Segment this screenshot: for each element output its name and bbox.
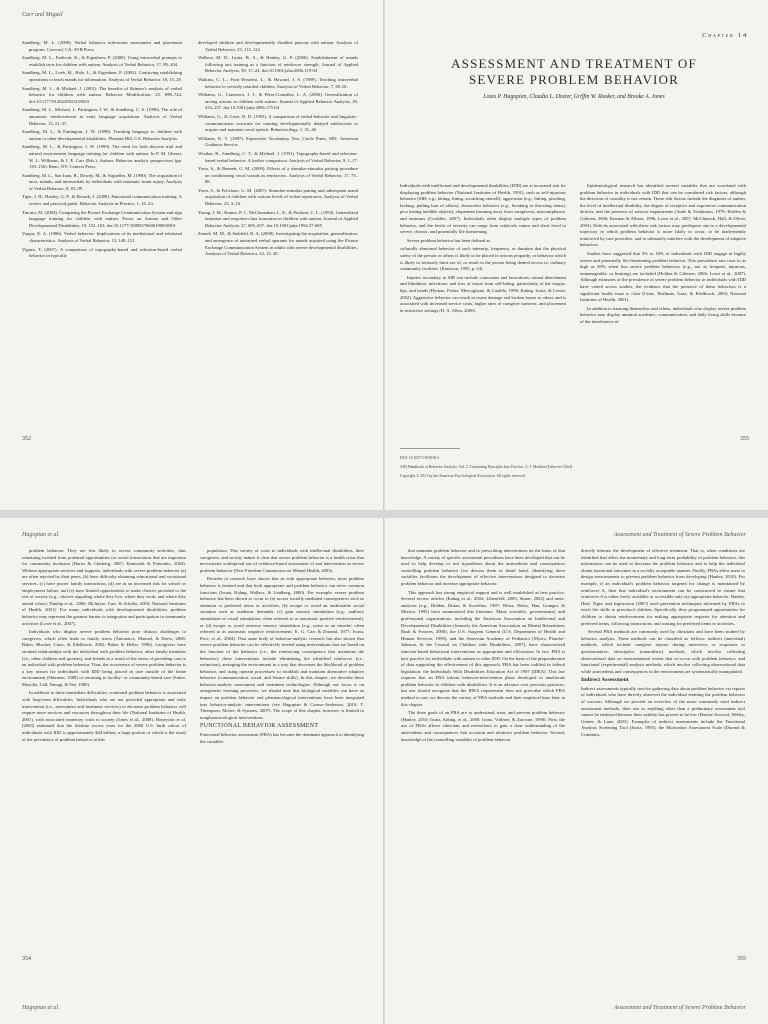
reference-entry: Vignes, T. (2007). A comparison of topography-based and selection-based verbal behavior in typically xyxy=(22,246,182,259)
reference-entry: Vargas, E. A. (1986). Verbal behavior: Implications of its mediational and relational characteristics. Analysis of Verbal Behavior, 15, 149–151. xyxy=(22,231,182,244)
reference-entry: Watkins, C. L., Pack-Teixteira, L., & Howard, J. S. (1989). Teaching intraverbal behavior to severely retarded children. Analysis of Verbal Behavior, 7, 69–81. xyxy=(198,76,358,89)
body-column-2 xyxy=(200,548,364,747)
footnote-rule xyxy=(400,448,460,449)
paragraph: Injuries secondary to SIB can include contusions and lacerations; retinal detachment and blindness; infections; and loss of tissue from self-biting, particularly of the tongue, lips, and hands (Hyman, Fisher, Mercugliano, & Cataldo, 1990; Kahng, Iwata, & Lewin, 2002). Aggressive behavior can result in tissue damage and broken bones to others and is associated with increased service costs, higher rates of caregiver turnover, and placement in restrictive settings (D. A. Allen, 2000). xyxy=(400,274,566,313)
paragraph: Indirect assessments typically involve gathering data about problem behavior via reports of individuals who have directly observed the individual emitting the problem behavior of concern. Although we provide an overview of the more commonly used indirect assessment methods, their use as anything other than a preliminary assessment tool cannot be endorsed because their validity has proven to be low (Barton-Arwood, Wehby, Gunter, & Lane, 2003). Examples of indirect assessments include the Functional Analysis Screening Tool (Iwata, 1995), the Motivation Assessment Scale (Durand & Crimmins, xyxy=(581,685,745,738)
running-head: Assessment and Treatment of Severe Problem Behavior xyxy=(613,532,746,538)
paragraph: The three goals of an FBA are to understand, treat, and prevent problem behavior (Hanley, 2010; Iwata, Kahng, et al., 2000; Iwata, Vollmer, & Zarcone, 1990). First, the use of FBAs allows clinicians and researchers to gain a clear understanding of the antecedents and consequences that occasion and reinforce problem behavior. Second, knowledge of the controlling variables of problem behavior xyxy=(401,710,565,742)
subsection-heading: Indirect Assessment xyxy=(581,677,629,684)
body-column-1 xyxy=(401,548,565,745)
paragraph: In addition to these immediate difficulties, continued problem behavior is associated with long-term difficulties. Individuals who are not provided appropriate and early intervention (i.e., assessment and treatment services) to decrease problem behavior will require more services and resources throughout their life (National Institutes of Health, 2001), with associated monetary costs to society (Jones et al., 2008). Honeycutt et al. (2003) estimated that the lifetime excess costs for the 2000 U.S. birth cohort of individuals with IDD is approximately $44 billion, a large portion of which is the result of the prevalence of problem behavior in this xyxy=(22,690,186,742)
paragraph: Individuals who display severe problem behavior pose distinct challenges to caregivers, which often leads to family stress (Antonacci, Manuel, & Davis, 2008; Baker, Blacher, Crnic, & Edelbrock, 2002; Baker & Heller, 1996). Caregivers have strained relationships with the individual with problem behavior, other family members (i.e., other children and spouses), and friends as a result of the stress of providing care to an individual with problem behavior. Thus, the occurrence of severe problem behavior is a key reason for individuals with IDD being placed in care outside of the home environment (Sherman, 1988) or returning to facility- or community-based care (Sutter, Mayolla, Call, Yanagi, & Yee, 1980). xyxy=(22,629,186,687)
reference-entry: Tiger, J. H., Hanley, G. P., & Bruzek, J. (2008). Functional communication training: A review and practical guide. Behavior Analysis in Practice, 1, 16–23. xyxy=(22,194,182,207)
footnote-line: Copyright © 2013 by the American Psychological Association. All rights reserved. xyxy=(400,473,526,478)
reference-entry: Williams, G., & Greer, R. D. (1993). A comparison of verbal-behavior and linguistic-communication curricula for training developmentally delayed adolescents to acquire and maintain vocal speech. Behaviorology, 1, 31–46. xyxy=(198,113,358,133)
page-number: 354 xyxy=(22,956,31,962)
paragraph: problem behavior. They are less likely to access community activities, thus remaining isolated from potential opportunities for social interactions that are important for community inclusion (Harris & Glasberg, 2007; Kontostrk & Pomonko, 2004). Without appropriate services and supports, individuals with severe problem behavior (a) are often rejected by their peers, (b) have difficulty obtaining educational and vocational services, (c) have poorer family interactions, (d) are at an increased risk for school or employment failure, and (e) have limited opportunities to make choices provided to the rest of society (e.g., choices regarding where they live, where they work, and where they attend school; Dunlap et al., 2006; McIntyre, Carr, & Schultz, 2004; National Institutes of Health, 2001). For many individuals with developmental disabilities, problem behavior may represent the greatest barrier to integration and participation in community activities (Lowe et al., 2007). xyxy=(22,548,186,626)
reference-entry: Sundberg, M. L., Michael, J., Partington, J. W., & Sundberg, C. A. (1996). The role of automatic reinforcement in early language acquisition. Analysis of Verbal Behavior, 13, 21–37. xyxy=(22,107,182,126)
paragraph: that maintain problem behavior and to prescribing interventions on the basis of that knowledge. A variety of specific assessment procedures have been developed that can be used to help develop or test hypotheses about the antecedents and consequences controlling problem behavior (we discuss them in detail later). Identifying these variables facilitates the development of effective interventions designed to decrease problem behavior and increase appropriate behavior. xyxy=(401,548,565,586)
paragraph: population. This variety of costs to individuals with intellectual disabilities, their caregivers, and society makes it clear that severe problem behavior is a health crisis that necessitates widespread use of evidence-based assessment of and intervention in severe problem behavior (New Freedom Commission on Mental Health, 2003). xyxy=(200,548,364,573)
running-head: Carr and Miguel xyxy=(22,12,63,18)
reference-entry: Sundberg, M. L., Endicott, K., & Eigenheer, P. (2000). Using intraverbal prompts to establish tacts for children with autism. Analysis of Verbal Behavior, 17, 89–104. xyxy=(22,55,182,67)
paragraph: Severe problem behavior has been defined as xyxy=(407,237,491,243)
running-head: Hagopian et al. xyxy=(22,532,60,538)
page-352 xyxy=(0,0,383,510)
reference-entry: Zemek, M. M., & Siebfeld, R. A. (2008). Investigating the acquisition, generalization, and emergence of untrained verbal operants for mands acquired using the Picture Exchange Communication System in adults with severe developmental disabilities. Analysis of Verbal Behavior, 24, 15–30. xyxy=(198,231,358,257)
paragraph: Several FBA methods are commonly used by clinicians and have been studied by behavior analysts. These methods can be classified as follows: indirect (anecdotal) methods, which include caregiver reports during interviews or responses to questionnaires; descriptive (naturalistic) methods, which involve collecting observational data on environmental events that co-occur with problem behavior; and functional (experimental) analysis methods, which involve collecting observational data while antecedents and consequences in the environment are systematically manipulated. xyxy=(581,629,745,674)
chapter-label: Chapter 14 xyxy=(702,32,748,39)
chapter-title-line-1: ASSESSMENT AND TREATMENT OF xyxy=(451,56,697,71)
paragraph: directly informs the development of effective treatment. That is, when conditions are identified that affect the momentary and long-term probability of problem behavior, this information can be used to decrease the problem behavior and to help the individual obtain functional outcomes in a socially acceptable manner. Finally, FBAs allow users to design environments to prevent problem behavior from developing (Hanley, 2010). For example, if an individual's problem behavior targeted for change is maintained by reinforcer A, then that individual's environment can be constructed to ensure that reinforcer A is either freely available or accessible only via appropriate behavior. Hanley, Heal, Tiger, and Ingvarsson (2007) used prevention techniques informed by FBAs to teach life skills to preschool children. Specifically, they programmed opportunities for children to obtain reinforcement for making appropriate requests for attention and preferred items, following instructions, and waiting for preferred items or activities. xyxy=(581,548,745,626)
page-354 xyxy=(0,518,383,1024)
paragraph: Decades of research have shown that as with appropriate behavior, most problem behavior is learned and that both appropriate and problem behavior can serve common functions (Iwata, Kahng, Wallace, & Lindberg, 2000). For example, severe problem behavior has been shown to occur to (a) access socially mediated consequences such as attention or preferred items or activities, (b) escape or avoid an undesirable social situation such as academic demands, (c) gain sensory stimulation (e.g., auditory stimulation or visual stimulation, often referred to as automatic positive reinforcement), or (d) escape or avoid aversive sensory stimulation (e.g., noise or an earache, often referred to as automatic negative reinforcement; E. G. Carr & Durand, 1977; Iwata, Pace, et al., 2004). That same body of behavior-analytic research has also shown that severe problem behavior can be effectively treated using interventions that are based on the function of the behavior (i.e., the reinforcing consequence that maintains the behavior); these interventions include eliminating the identified reinforcer (i.e., extinction), arranging the environment in a way that decreases the likelihood of problem behavior, and using operant procedures to establish and maintain alternative adaptive behavior (communication, social, and leisure skills). In this chapter, we describe these behavior-analytic assessment and treatment technologies. Although our focus is on ontogenetic learning processes, we should note that biological variables can have an impact on problem behavior and pharmacological interventions have been integrated into behavior-analytic interventions (see Hagopian & Caruso-Anderson, 2010; T. Thompson, Moore, & Symons, 2007). The scope of this chapter, however, is limited to nonpharmacological interventions. xyxy=(200,576,364,720)
paragraph: Individuals with intellectual and developmental disabilities (IDD) are at increased risk for displaying problem behavior (National Institutes of Health, 1991), such as self-injurious behavior (SIB; e.g., hitting, biting, scratching oneself), aggression (e.g., hitting, pinching, kicking, pulling hair of others), destructive behavior (e.g., breaking or throwing items), pica (eating inedible objects), elopement (running away from caregivers), noncompliance, and tantrums (Cordiller, 2007). Individuals often display multiple types of problem behavior, and the levels of severity can range from relatively minor and short lived to severe, chronic, and potentially life threatening. xyxy=(400,183,566,235)
reference-entry: Yoon, S., & Feliciano, G. M. (2007). Stimulus-stimulus pairing and subsequent mand acquisition of children with various levels of verbal repertoires. Analysis of Verbal Behavior, 23, 3–16. xyxy=(198,187,358,207)
page-355 xyxy=(385,518,768,1024)
reference-entry: Young, J. M., Krantz, P. J., McClannahan, L. E., & Poulson, C. L. (1994). Generalized imitation and response-class formation in children with autism. Journal of Applied Behavior Analysis, 27, 685–697. doi:10.1901/jaba.1994.27-685 xyxy=(198,209,358,228)
footnote-line: APA Handbook of Behavior Analysis: Vol. 2. Translating Principles Into Practice, G. J. Madden (Editor-in-Chief) xyxy=(400,464,573,469)
reference-entry: Sundberg, M. L., & Michael, J. (2001). The benefits of Skinner's analysis of verbal behavior for children with autism. Behavior Modification, 25, 698–724. doi:10.1177/0145445501255003 xyxy=(22,85,182,104)
reference-entry: Tincani, M. (2004). Comparing the Picture Exchange Communication System and sign language training for children with autism. Focus on Autism and Other Developmental Disabilities, 19, 152–163. doi:10.1177/10883576040190030301 xyxy=(22,209,182,228)
top-spread xyxy=(0,0,768,510)
paragraph: Functional behavior assessment (FBA) has become the dominant approach to identifying the variables xyxy=(200,732,364,744)
paragraph: Studies have suggested that 5% to 10% of individuals with IDD engage in highly severe and potentially life-threatening problem behavior. This prevalence rate rises to as high as 40% when less severe problem behaviors (e.g., not as frequent, injurious, unmanageable, or limiting) are included (Holden & Gitlesen, 2006; Lowe et al., 2007). Although estimates of the prevalence of severe problem behavior in individuals with IDD have varied across studies, the evidence that the presence of these behaviors is a significant health issue is clear (Crnic, Hoffman, Gaze, & Edelbrock, 2004; National Institutes of Health, 2001). xyxy=(580,250,746,303)
running-head-next: Hagopian et al. xyxy=(22,1005,60,1011)
footnote-line: DOI: 10.1037/13938-014 xyxy=(400,455,439,460)
block-quote: culturally abnormal behavior of such intensity, frequency, or duration that the physical safety of the person or others is likely to be placed in serious jeopardy, or behavior which is likely to seriously limit use of, or result in the person being denied access to, ordinary community facilities. (Emerson, 1995, p. 24) xyxy=(400,246,566,272)
reference-entry: Wallace, M. D., Iwata, B. A., & Hanley, G. P. (2006). Establishment of mands following tact training as a function of reinforcer strength. Journal of Applied Behavior Analysis, 39, 17–24. doi:10.1901/jaba.2006.119-04 xyxy=(198,55,358,74)
reference-entry: Wraikat, R., Sundberg, C. T., & Michael, J. (1991). Topography-based and selection-based verbal behavior: A further comparison. Analysis of Verbal Behavior, 9, 1–17. xyxy=(198,150,358,163)
reference-entry: Williams, K. T. (1997). Expressive Vocabulary Test. Circle Pines, MN: American Guidance Service. xyxy=(198,135,358,148)
reference-entry: Sundberg, M. L., San Juan, B., Dawdy, M., & Arguelles, M. (1990). The acquisition of tacts, mands, and intraverbals by individuals with traumatic brain injury. Analysis of Verbal Behavior, 8, 83–99. xyxy=(22,172,182,191)
reference-entry: developed children and developmentally disabled persons with autism. Analysis of Verbal Behavior, 23, 113–122. xyxy=(198,40,358,52)
body-column-2 xyxy=(581,548,745,741)
paragraph: Epidemiological research has identified several variables that are correlated with problem behavior in individuals with IDD that can be considered risk factors, although the direction of causality is not certain. These risk factors include the diagnosis of autism, the level of intellectual disability, the degree of receptive and expressive communication deficits, and the presence of sensory impairments (Ando & Yoshimura, 1979; Holden & Gitlesen, 2006; Kiernan & Alborz, 1996; Lowe et al., 2007; McClintock, Hall, & Oliver, 2003). Deficits associated with these risk factors may predispose one to a developmental trajectory in which problem behavior is more likely to occur, to be inadvertently reinforced by care providers, and to ultimately interfere with the development of adaptive behaviors. xyxy=(580,183,746,248)
chapter-title xyxy=(400,56,748,88)
running-head-next: Assessment and Treatment of Severe Problem Behavior xyxy=(613,1005,746,1011)
reference-entry: Sundberg, M. L., & Partington, J. W. (1999). The need for both discrete trial and natural environment language training for children with autism. In P. M. Ghezzi, W. L. Williams, & J. E. Carr (Eds.), Autism: Behavior analytic perspectives (pp. 139–156). Reno, NV: Context Press. xyxy=(22,144,182,170)
page-number: 352 xyxy=(22,436,31,442)
section-heading: FUNCTIONAL BEHAVIOR ASSESSMENT xyxy=(200,723,319,730)
reference-column-1 xyxy=(22,40,182,262)
page-number: 355 xyxy=(740,436,749,442)
reference-entry: Sundberg, M. L., Loeb, M., Hale, L., & Eigenheer, P. (2002). Contriving establishing operations to teach mands for information. Analysis of Verbal Behavior, 18, 15–29. xyxy=(22,70,182,82)
body-column-1 xyxy=(400,183,566,316)
chapter-authors: Louis P. Hagopian, Claudia L. Dozier, Griffin W. Rooker, and Brooke A. Jones xyxy=(483,94,665,100)
body-column-1 xyxy=(22,548,186,745)
footnote xyxy=(400,452,700,483)
paragraph: This approach has strong empirical support and is well established as best practice. Several review articles (Kahng et al., 2002; Lilienfeld, 2005; Stuart, 2002) and meta-analyses (e.g., Didden, Duker, & Korzilius, 1997; Weisz, Weiss, Han, Granger, & Morton, 1995) have summarized this literature. Many scientific, governmental, and professional organizations, including the American Association on Intellectual and Developmental Disabilities (formerly the American Association on Mental Retardation; Rush & Frances, 2000), the U.S. Surgeon General (U.S. Department of Health and Human Services, 1999), and the American Academy of Pediatrics (Myers, Plauche-Johnson, & the Council on Children with Disabilities, 2007), have characterized function-based behavioral interventions as appropriate and efficacious. In fact, FBA is best practice for individuals with autism or other IDD. On the basis of the preponderance of data supporting the effectiveness of this approach, FBA has been codified in federal legislation: the Individuals With Disabilities Education Act of 1997 (IDEA). This law requires that an FBA inform behavior-intervention plans developed to ameliorate problem behavior in children with disabilities. It is an advance over previous practices, but one should recognize that the IDEA requirement does not prescribe which FBA method to use; we discuss the variety of FBA methods and their empirical base later in this chapter. xyxy=(401,589,565,707)
paragraph: In addition to harming themselves and others, individuals who display severe problem behavior may display minimal academic, communication, and daily living skills because of the interference of xyxy=(580,305,746,324)
body-column-2 xyxy=(580,183,746,327)
reference-column-2 xyxy=(198,40,358,260)
bottom-spread xyxy=(0,518,768,1024)
reference-entry: Sundberg, M. L. (2008). Verbal behavior milestones assessment and placement program. Concord, CA: AVB Press. xyxy=(22,40,182,52)
reference-entry: Williams, G., Carnerero, J. J., & Pérez-González, L. A. (2006). Generalization of tacting actions in children with autism. Journal of Applied Behavior Analysis, 39, 233–237. doi:10.1901/jaba.2006.175-04 xyxy=(198,92,358,111)
page-number: 355 xyxy=(737,956,746,962)
reference-entry: Sundberg, M. L., & Partington, J. W. (1998). Teaching language to children with autism or other developmental disabilities. Pleasant Hill, CA: Behavior Analysts. xyxy=(22,129,182,141)
reference-entry: Yoon, S., & Bennett, G. M. (2000). Effects of a stimulus-stimulus pairing procedure on conditioning vocal sounds as reinforcers. Analysis of Verbal Behavior, 17, 75–88. xyxy=(198,166,358,185)
chapter-title-line-2: SEVERE PROBLEM BEHAVIOR xyxy=(468,72,680,87)
